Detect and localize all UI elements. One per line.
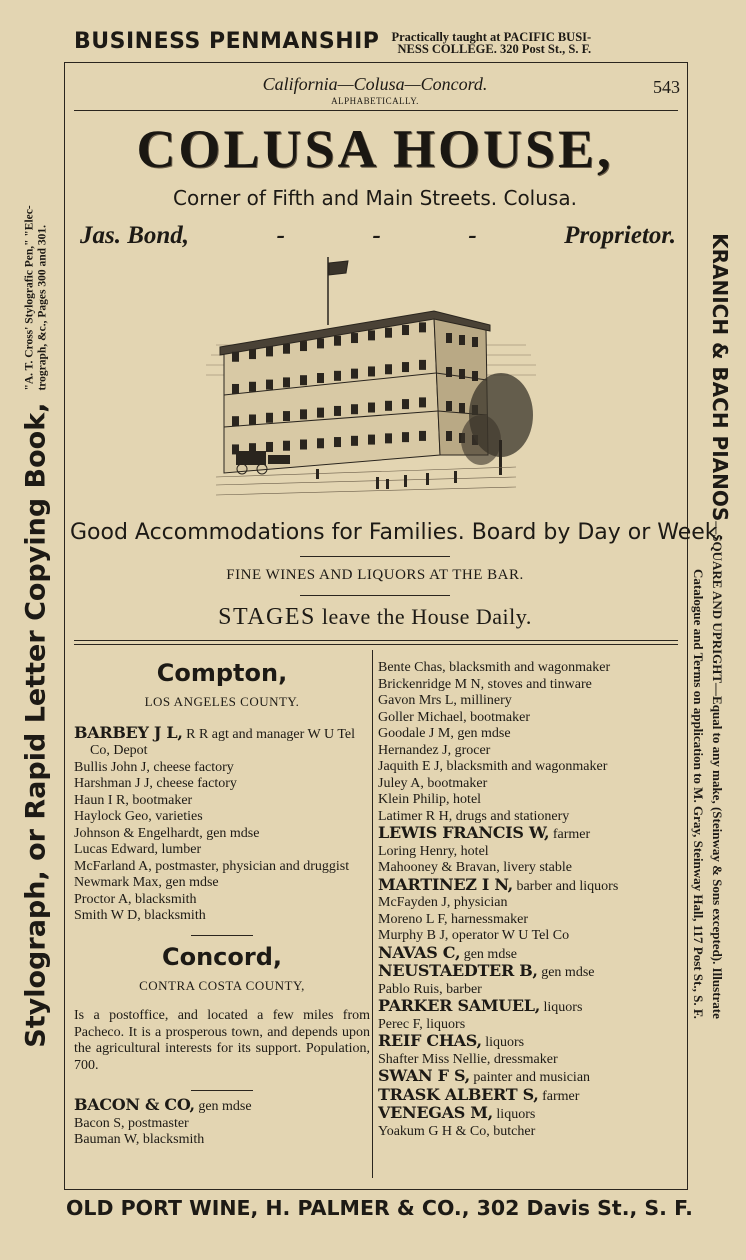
window-mark [283,441,290,451]
directory-entry [74,826,370,843]
window-mark [351,436,358,446]
window-mark [317,408,324,418]
directory-entry [378,912,676,929]
window-mark [266,442,273,452]
directory-entry [378,776,676,793]
top-advertisement [74,26,674,60]
directory-entry [378,1124,676,1141]
entry-text: Haun I R, bootmaker [74,792,193,808]
entry-text: Smith W D, blacksmith [74,908,206,923]
window-mark [317,373,324,383]
dash: - [276,222,285,249]
short-rule [300,595,450,596]
window-mark [232,352,239,362]
window-mark [385,364,392,374]
entry-text: Murphy B J, operator W U Tel Co [378,928,570,943]
window-mark [419,360,426,370]
entry-text: Yoakum G H & Co, butcher [378,1123,536,1139]
entry-text: Newmark Max, gen mdse [74,875,219,890]
window-mark [334,437,341,447]
directory-entry [378,895,676,912]
entry-name-bold: TRASK ALBERT S, [378,1084,539,1104]
window-mark [446,333,452,343]
section-rule [74,644,678,645]
window-mark [419,397,426,407]
entry-text: liquors [481,1035,525,1050]
window-mark [249,414,256,424]
directory-entry [378,874,676,896]
hotel-engraving [196,255,546,510]
directory-entry [378,998,676,1017]
window-mark [266,413,273,423]
concord-description: Is a postoffice, and located a few miles from Pacheco. It is a prosperous town, and depends upon the agricultural interests for its support. Population, 700. [74,1008,370,1073]
window-mark [368,366,375,376]
section-rule [74,640,678,641]
window-mark [402,325,409,335]
window-mark [283,411,290,421]
compton-listings [74,722,370,925]
entry-text: Brickenridge M N, stoves and tinware [378,676,592,692]
concord-listings-left [74,1097,370,1149]
directory-entry [378,710,676,727]
directory-entry [378,844,676,861]
window-mark [385,328,392,338]
right-ad-line-2: Catalogue and Terms on application to M. Gray, Steinway Hall, 117 Post St., S. F. [691,569,706,1019]
entry-text: Harshman J J, cheese factory [74,776,237,791]
window-mark [402,432,409,442]
entry-text: Juley A, bootmaker [378,775,488,791]
window-mark [266,346,273,356]
left-margin-advertisement [6,66,66,1186]
top-ad-line-1: Practically taught at PACIFIC BUSI- [391,30,592,44]
proprietor-label: Proprietor. [564,222,676,249]
entry-text: Proctor A, blacksmith [74,891,197,907]
directory-entry [378,726,676,743]
window-mark [419,431,426,441]
left-ad-headline: Stylograph, or Rapid Letter Copying Book, [20,402,52,1048]
window-mark [334,336,341,346]
directory-entry [74,809,370,826]
window-mark [368,330,375,340]
window-mark [334,406,341,416]
window-mark [459,335,465,345]
directory-entry [74,908,370,925]
right-ad-headline: KRANICH & BACH PIANOS [708,233,732,522]
top-ad-headline: BUSINESS PENMANSHIP [74,29,380,54]
window-mark [446,401,452,411]
window-mark [459,369,465,379]
window-mark [368,435,375,445]
short-rule [191,1090,253,1091]
directory-entry [74,1097,370,1116]
left-column [74,650,370,1149]
entry-text: Bullis John J, cheese factory [74,759,234,775]
window-mark [300,375,307,385]
directory-entry [378,1105,676,1124]
entry-text: farmer [549,827,591,842]
window-mark [300,409,307,419]
directory-entry [74,793,370,810]
entry-text: Perec F, liquors [378,1016,466,1032]
right-column [378,660,676,1140]
window-mark [249,349,256,359]
proprietor-line [80,222,676,250]
window-mark [385,401,392,411]
left-ad-line-1: "A. T. Cross' Stylografic Pen," "Elec- [23,204,35,391]
window-mark [266,380,273,390]
directory-entry [378,825,676,844]
window-mark [334,371,341,381]
stages-line [70,604,680,631]
directory-entry [378,660,676,677]
entry-text: Loring Henry, hotel [378,843,489,859]
directory-entry [378,743,676,760]
page-number: 543 [653,77,680,97]
entry-text: Mahooney & Bravan, livery stable [378,860,573,875]
entry-text: Pablo Ruis, barber [378,981,482,997]
window-mark [232,384,239,394]
directory-entry [378,693,676,710]
window-mark [283,344,290,354]
wines-line: FINE WINES AND LIQUORS AT THE BAR. [226,567,524,583]
column-divider [372,650,373,1178]
entry-text: McFayden J, physician [378,895,508,910]
window-mark [283,377,290,387]
entry-name-bold: SWAN F S, [378,1066,470,1085]
left-ad-line-2: trograph, &c., Pages 300 and 301. [36,224,48,391]
window-mark [300,341,307,351]
window-mark [351,369,358,379]
window-mark [351,404,358,414]
window-mark [249,382,256,392]
window-mark [472,337,478,347]
entry-name-bold: LEWIS FRANCIS W, [378,823,550,842]
directory-entry [74,722,370,760]
entry-text: Gavon Mrs L, millinery [378,693,512,708]
header-rule [74,110,678,111]
entry-name-bold: BARBEY J L, [74,722,183,742]
entry-text: McFarland A, postmaster, physician and druggist [74,858,350,874]
entry-name-bold: VENEGAS M, [378,1103,493,1122]
dash: - [372,222,381,249]
entry-text: gen mdse [194,1099,252,1114]
right-margin-advertisement [680,66,742,1186]
directory-entry [74,1132,370,1149]
hotel-title: COLUSA HOUSE, [136,119,614,179]
directory-entry [74,842,370,859]
window-mark [317,438,324,448]
entry-text: Latimer R H, drugs and stationery [378,808,570,824]
entry-text: Bacon S, postmaster [74,1115,189,1131]
running-head: California—Colusa—Concord. [262,74,488,94]
entry-text: liquors [540,1000,583,1015]
proprietor-name: Jas. Bond, [80,222,190,249]
entry-text: Shafter Miss Nellie, dressmaker [378,1051,558,1067]
entry-text: Jaquith E J, blacksmith and wagonmaker [378,759,608,774]
directory-entry [74,776,370,793]
town-heading-concord: Concord, [161,942,283,971]
directory-entry [378,759,676,776]
concord-listings-right [378,660,676,1140]
window-mark [402,399,409,409]
entry-text: Bente Chas, blacksmith and wagonmaker [378,660,611,675]
directory-entry [74,760,370,777]
entry-text: barber and liquors [512,878,619,894]
directory-entry [74,875,370,892]
directory-entry [74,859,370,876]
bottom-advertisement: OLD PORT WINE, H. PALMER & CO., 302 Davis St., S. F. [66,1196,693,1220]
stages-rest: leave the House Daily. [321,604,532,629]
window-mark [472,371,478,381]
window-mark [419,322,426,332]
hotel-address: Corner of Fifth and Main Streets. Colusa. [173,186,577,210]
top-ad-line-2: NESS COLLEGE. 320 Post St., S. F. [397,42,592,56]
entry-text: Moreno L F, harnessmaker [378,911,528,927]
directory-entry [378,1033,676,1052]
entry-text: Bauman W, blacksmith [74,1132,205,1147]
entry-name-bold: NEUSTAEDTER B, [378,961,538,980]
window-mark [402,362,409,372]
short-rule [300,556,450,557]
entry-text: Haylock Geo, varieties [74,809,203,824]
stages-word: STAGES [218,604,316,630]
window-mark [446,431,452,441]
entry-text: Goller Michael, bootmaker [378,709,531,725]
entry-text: Goodale J M, gen mdse [378,726,511,741]
directory-entry [74,1116,370,1133]
entry-name-bold: NAVAS C, [378,942,461,962]
window-mark [385,433,392,443]
entry-text: Hernandez J, grocer [378,742,491,758]
entry-text: gen mdse [460,946,517,962]
entry-text: gen mdse [537,965,595,980]
window-mark [459,403,465,413]
window-mark [232,416,239,426]
accommodations-line: Good Accommodations for Families. Board by Day or Week. [70,520,725,545]
window-mark [368,403,375,413]
directory-entry [378,963,676,982]
county-compton: LOS ANGELES COUNTY. [144,694,300,709]
right-ad-line-1: —SQUARE AND UPRIGHT—Equal to any make, (Steinway & Sons excepted). Illustrate [710,521,725,1019]
directory-entry [378,792,676,809]
entry-text: Johnson & Engelhardt, gen mdse [74,825,260,841]
dash: - [468,222,477,249]
subhead: ALPHABETICALLY. [331,96,419,106]
county-concord: CONTRA COSTA COUNTY, [139,977,305,993]
entry-text: farmer [538,1088,580,1104]
entry-name-bold: REIF CHAS, [378,1031,482,1050]
town-heading-compton: Compton, [156,659,288,687]
directory-entry [74,892,370,909]
entry-name-bold: BACON & CO, [74,1095,195,1114]
entry-name-bold: MARTINEZ I N, [378,874,513,894]
entry-text: painter and musician [469,1070,591,1085]
directory-entry [378,677,676,694]
entry-name-bold: PARKER SAMUEL, [378,996,540,1015]
window-mark [300,440,307,450]
window-mark [317,338,324,348]
entry-text: R R agt and manager W U Tel Co, Depot [90,726,356,758]
short-rule [191,935,253,936]
top-ad-text [391,31,591,55]
entry-text: Lucas Edward, lumber [74,842,202,857]
window-mark [351,333,358,343]
entry-text: liquors [492,1107,536,1122]
entry-text: Klein Philip, hotel [378,792,482,807]
